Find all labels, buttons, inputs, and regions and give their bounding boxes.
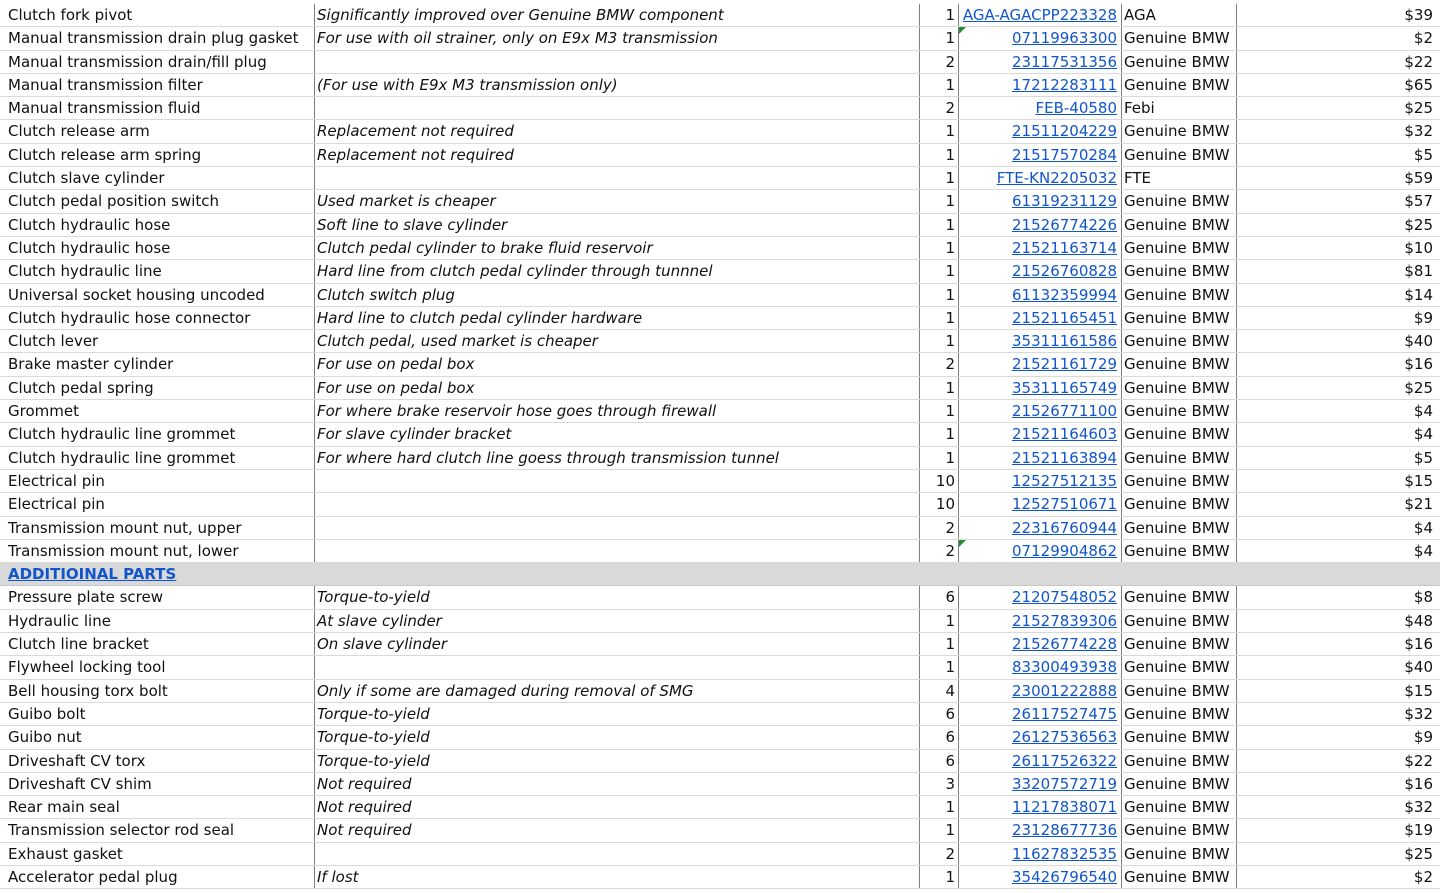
note-cell[interactable]: Soft line to slave cylinder: [317, 215, 508, 234]
table-row[interactable]: [0, 819, 1440, 842]
note-cell[interactable]: Torque-to-yield: [317, 588, 430, 607]
brand-cell[interactable]: Genuine BMW: [1124, 285, 1230, 304]
table-row[interactable]: [0, 796, 1440, 819]
table-body: [0, 4, 1440, 889]
brand-cell[interactable]: Genuine BMW: [1124, 122, 1230, 141]
note-cell[interactable]: [317, 493, 917, 515]
quantity-cell[interactable]: 1: [945, 402, 955, 421]
quantity-cell[interactable]: 2: [945, 355, 955, 374]
brand-cell[interactable]: AGA: [1124, 6, 1156, 24]
price-cell[interactable]: $14: [1404, 285, 1433, 304]
part-name-cell[interactable]: Manual transmission drain/fill plug: [8, 52, 267, 71]
part-name-cell[interactable]: Rear main seal: [8, 798, 120, 817]
quantity-cell[interactable]: 1: [945, 658, 955, 677]
brand-cell[interactable]: Genuine BMW: [1124, 541, 1230, 560]
price-cell[interactable]: $81: [1404, 262, 1433, 281]
price-cell[interactable]: $22: [1404, 52, 1433, 71]
table-row[interactable]: [0, 237, 1440, 260]
part-number-link[interactable]: 23001222888: [1012, 681, 1117, 700]
price-cell[interactable]: $9: [1413, 308, 1433, 327]
quantity-cell[interactable]: 1: [945, 6, 955, 24]
brand-cell[interactable]: Genuine BMW: [1124, 145, 1230, 164]
note-cell[interactable]: For use with oil strainer, only on E9x M3 transmission: [317, 29, 718, 48]
price-cell[interactable]: $2: [1413, 867, 1433, 886]
part-name-cell[interactable]: Clutch lever: [8, 332, 99, 351]
part-number-link[interactable]: 21527839306: [1012, 611, 1117, 630]
table-row[interactable]: [0, 447, 1440, 470]
part-number-link[interactable]: 35311161586: [1012, 332, 1117, 351]
quantity-cell[interactable]: 1: [945, 285, 955, 304]
cell-comment-indicator-icon: [959, 540, 966, 547]
part-number-link[interactable]: 21526774228: [1012, 635, 1117, 654]
part-number-link[interactable]: 35426796540: [1012, 867, 1117, 886]
note-cell[interactable]: [317, 843, 917, 865]
note-cell[interactable]: Replacement not required: [317, 145, 514, 164]
part-name-cell[interactable]: Guibo nut: [8, 728, 82, 747]
part-number-link[interactable]: FTE-KN2205032: [996, 169, 1117, 188]
brand-cell[interactable]: Genuine BMW: [1124, 402, 1230, 421]
quantity-cell[interactable]: 6: [945, 728, 955, 747]
note-cell[interactable]: [317, 470, 917, 492]
part-name-cell[interactable]: Clutch pedal spring: [8, 378, 154, 397]
price-cell[interactable]: $39: [1404, 6, 1433, 24]
part-name-cell[interactable]: Accelerator pedal plug: [8, 867, 178, 886]
part-number-link[interactable]: 83300493938: [1012, 658, 1117, 677]
price-cell[interactable]: $25: [1404, 215, 1433, 234]
price-cell[interactable]: $4: [1413, 541, 1433, 560]
note-cell[interactable]: Not required: [317, 821, 412, 840]
brand-cell[interactable]: Genuine BMW: [1124, 844, 1230, 863]
brand-cell[interactable]: Genuine BMW: [1124, 658, 1230, 677]
part-name-cell[interactable]: Clutch hydraulic hose connector: [8, 308, 251, 327]
note-cell[interactable]: At slave cylinder: [317, 611, 442, 630]
brand-cell[interactable]: Genuine BMW: [1124, 448, 1230, 467]
part-name-cell[interactable]: Transmission mount nut, lower: [8, 541, 239, 560]
price-cell[interactable]: $16: [1404, 635, 1433, 654]
part-number-link[interactable]: 07129904862: [1012, 541, 1117, 560]
part-name-cell[interactable]: Pressure plate screw: [8, 588, 163, 607]
part-number-link[interactable]: 21526760828: [1012, 262, 1117, 281]
note-cell[interactable]: [317, 51, 917, 73]
part-number-link[interactable]: 11217838071: [1012, 798, 1117, 817]
price-cell[interactable]: $16: [1404, 355, 1433, 374]
part-name-cell[interactable]: Driveshaft CV shim: [8, 774, 152, 793]
price-cell[interactable]: $59: [1404, 169, 1433, 188]
table-row[interactable]: [0, 74, 1440, 97]
table-row[interactable]: [0, 51, 1440, 74]
brand-cell[interactable]: Genuine BMW: [1124, 588, 1230, 607]
brand-cell[interactable]: Genuine BMW: [1124, 798, 1230, 817]
brand-cell[interactable]: Genuine BMW: [1124, 29, 1230, 48]
part-number-link[interactable]: 21526774226: [1012, 215, 1117, 234]
part-name-cell[interactable]: Universal socket housing uncoded: [8, 285, 265, 304]
brand-cell[interactable]: Genuine BMW: [1124, 238, 1230, 257]
part-number-link[interactable]: 21521161729: [1012, 355, 1117, 374]
part-name-cell[interactable]: Clutch release arm: [8, 122, 150, 141]
price-cell[interactable]: $57: [1404, 192, 1433, 211]
part-name-cell[interactable]: Transmission mount nut, upper: [8, 518, 242, 537]
table-row[interactable]: [0, 330, 1440, 353]
brand-cell[interactable]: FTE: [1124, 169, 1152, 188]
quantity-cell[interactable]: 2: [945, 99, 955, 118]
price-cell[interactable]: $5: [1413, 448, 1433, 467]
section-header-label[interactable]: ADDITIOINAL PARTS: [8, 565, 177, 584]
part-name-cell[interactable]: Electrical pin: [8, 471, 105, 490]
price-cell[interactable]: $15: [1404, 471, 1433, 490]
brand-cell[interactable]: Genuine BMW: [1124, 75, 1230, 94]
price-cell[interactable]: $10: [1404, 238, 1433, 257]
quantity-cell[interactable]: 1: [945, 448, 955, 467]
note-cell[interactable]: Used market is cheaper: [317, 192, 496, 211]
note-cell[interactable]: Clutch pedal cylinder to brake fluid reservoir: [317, 238, 653, 257]
part-name-cell[interactable]: Manual transmission filter: [8, 75, 203, 94]
quantity-cell[interactable]: 6: [945, 704, 955, 723]
brand-cell[interactable]: Genuine BMW: [1124, 262, 1230, 281]
quantity-cell[interactable]: 2: [945, 844, 955, 863]
part-number-link[interactable]: FEB-40580: [1035, 99, 1117, 118]
brand-cell[interactable]: Genuine BMW: [1124, 611, 1230, 630]
price-cell[interactable]: $22: [1404, 751, 1433, 770]
price-cell[interactable]: $8: [1413, 588, 1433, 607]
brand-cell[interactable]: Genuine BMW: [1124, 52, 1230, 71]
table-row[interactable]: [0, 680, 1440, 703]
table-row[interactable]: [0, 470, 1440, 493]
note-cell[interactable]: For use on pedal box: [317, 378, 475, 397]
quantity-cell[interactable]: 1: [945, 262, 955, 281]
part-number-link[interactable]: 17212283111: [1012, 75, 1117, 94]
price-cell[interactable]: $32: [1404, 122, 1433, 141]
table-row[interactable]: [0, 400, 1440, 423]
quantity-cell[interactable]: 1: [945, 238, 955, 257]
table-row[interactable]: [0, 866, 1440, 889]
brand-cell[interactable]: Febi: [1124, 99, 1155, 118]
part-name-cell[interactable]: Transmission selector rod seal: [8, 821, 235, 840]
part-number-link[interactable]: 26117527475: [1012, 704, 1117, 723]
table-row[interactable]: [0, 633, 1440, 656]
note-cell[interactable]: Hard line from clutch pedal cylinder through tunnnel: [317, 262, 713, 281]
price-cell[interactable]: $40: [1404, 332, 1433, 351]
quantity-cell[interactable]: 2: [945, 52, 955, 71]
price-cell[interactable]: $65: [1404, 75, 1433, 94]
part-name-cell[interactable]: Grommet: [8, 402, 79, 421]
brand-cell[interactable]: Genuine BMW: [1124, 215, 1230, 234]
note-cell[interactable]: Torque-to-yield: [317, 728, 430, 747]
part-number-link[interactable]: 21207548052: [1012, 588, 1117, 607]
price-cell[interactable]: $16: [1404, 774, 1433, 793]
part-name-cell[interactable]: Manual transmission drain plug gasket: [8, 29, 299, 48]
note-cell[interactable]: Clutch pedal, used market is cheaper: [317, 332, 598, 351]
table-row[interactable]: [0, 726, 1440, 749]
table-row[interactable]: [0, 656, 1440, 679]
brand-cell[interactable]: Genuine BMW: [1124, 425, 1230, 444]
brand-cell[interactable]: Genuine BMW: [1124, 774, 1230, 793]
table-row[interactable]: [0, 120, 1440, 143]
table-row[interactable]: [0, 423, 1440, 446]
part-number-link[interactable]: 61132359994: [1012, 285, 1117, 304]
part-name-cell[interactable]: Clutch hydraulic hose: [8, 238, 171, 257]
part-number-link[interactable]: 21521163894: [1012, 448, 1117, 467]
quantity-cell[interactable]: 2: [945, 541, 955, 560]
price-cell[interactable]: $48: [1404, 611, 1433, 630]
part-number-link[interactable]: 26117526322: [1012, 751, 1117, 770]
table-row[interactable]: [0, 27, 1440, 50]
table-row[interactable]: [0, 97, 1440, 120]
quantity-cell[interactable]: 1: [945, 821, 955, 840]
price-cell[interactable]: $4: [1413, 518, 1433, 537]
brand-cell[interactable]: Genuine BMW: [1124, 751, 1230, 770]
price-cell[interactable]: $32: [1404, 798, 1433, 817]
quantity-cell[interactable]: 1: [945, 169, 955, 188]
price-cell[interactable]: $21: [1404, 495, 1433, 514]
brand-cell[interactable]: Genuine BMW: [1124, 704, 1230, 723]
part-name-cell[interactable]: Clutch fork pivot: [8, 6, 133, 24]
quantity-cell[interactable]: 10: [935, 495, 955, 514]
part-number-link[interactable]: AGA-AGACPP223328: [962, 6, 1117, 24]
table-row[interactable]: [0, 773, 1440, 796]
note-cell[interactable]: If lost: [317, 867, 359, 886]
part-number-link[interactable]: 21521165451: [1012, 308, 1117, 327]
note-cell[interactable]: Significantly improved over Genuine BMW component: [317, 6, 724, 24]
note-cell[interactable]: Hard line to clutch pedal cylinder hardware: [317, 308, 643, 327]
price-cell[interactable]: $9: [1413, 728, 1433, 747]
brand-cell[interactable]: Genuine BMW: [1124, 355, 1230, 374]
quantity-cell[interactable]: 1: [945, 215, 955, 234]
table-row[interactable]: [0, 843, 1440, 866]
part-name-cell[interactable]: Flywheel locking tool: [8, 658, 166, 677]
quantity-cell[interactable]: 6: [945, 588, 955, 607]
table-row[interactable]: [0, 190, 1440, 213]
table-row[interactable]: [0, 307, 1440, 330]
quantity-cell[interactable]: 1: [945, 867, 955, 886]
table-row[interactable]: [0, 167, 1440, 190]
part-name-cell[interactable]: Clutch hydraulic line grommet: [8, 448, 236, 467]
brand-cell[interactable]: Genuine BMW: [1124, 867, 1230, 886]
brand-cell[interactable]: Genuine BMW: [1124, 332, 1230, 351]
note-cell[interactable]: For use on pedal box: [317, 355, 475, 374]
part-name-cell[interactable]: Clutch slave cylinder: [8, 169, 165, 188]
note-cell[interactable]: [317, 517, 917, 539]
part-number-link[interactable]: 61319231129: [1012, 192, 1117, 211]
table-row[interactable]: [0, 610, 1440, 633]
part-name-cell[interactable]: Clutch line bracket: [8, 635, 149, 654]
quantity-cell[interactable]: 10: [935, 471, 955, 490]
price-cell[interactable]: $5: [1413, 145, 1433, 164]
price-cell[interactable]: $4: [1413, 402, 1433, 421]
part-name-cell[interactable]: Guibo bolt: [8, 704, 86, 723]
table-row[interactable]: [0, 144, 1440, 167]
quantity-cell[interactable]: 3: [945, 774, 955, 793]
brand-cell[interactable]: Genuine BMW: [1124, 192, 1230, 211]
price-cell[interactable]: $15: [1404, 681, 1433, 700]
part-name-cell[interactable]: Clutch release arm spring: [8, 145, 202, 164]
table-row[interactable]: [0, 284, 1440, 307]
part-number-link[interactable]: 12527512135: [1012, 471, 1117, 490]
price-cell[interactable]: $19: [1404, 821, 1433, 840]
note-cell[interactable]: [317, 167, 917, 189]
quantity-cell[interactable]: 1: [945, 425, 955, 444]
quantity-cell[interactable]: 1: [945, 378, 955, 397]
quantity-cell[interactable]: 1: [945, 798, 955, 817]
table-row[interactable]: [0, 703, 1440, 726]
part-name-cell[interactable]: Manual transmission fluid: [8, 99, 201, 118]
brand-cell[interactable]: Genuine BMW: [1124, 728, 1230, 747]
note-cell[interactable]: For where brake reservoir hose goes through firewall: [317, 402, 717, 421]
part-name-cell[interactable]: Clutch hydraulic hose: [8, 215, 171, 234]
brand-cell[interactable]: Genuine BMW: [1124, 518, 1230, 537]
part-number-link[interactable]: 11627832535: [1012, 844, 1117, 863]
price-cell[interactable]: $25: [1404, 844, 1433, 863]
part-number-link[interactable]: 21517570284: [1012, 145, 1117, 164]
part-name-cell[interactable]: Brake master cylinder: [8, 355, 174, 374]
price-cell[interactable]: $2: [1413, 29, 1433, 48]
part-number-link[interactable]: 33207572719: [1012, 774, 1117, 793]
quantity-cell[interactable]: 4: [945, 681, 955, 700]
brand-cell[interactable]: Genuine BMW: [1124, 635, 1230, 654]
quantity-cell[interactable]: 1: [945, 29, 955, 48]
part-name-cell[interactable]: Clutch hydraulic line: [8, 262, 162, 281]
note-cell[interactable]: [317, 540, 917, 562]
part-number-link[interactable]: 35311165749: [1012, 378, 1117, 397]
part-number-link[interactable]: 22316760944: [1012, 518, 1117, 537]
table-row[interactable]: [0, 750, 1440, 773]
part-number-link[interactable]: 21521164603: [1012, 425, 1117, 444]
table-row[interactable]: [0, 517, 1440, 540]
note-cell[interactable]: [317, 656, 917, 678]
brand-cell[interactable]: Genuine BMW: [1124, 495, 1230, 514]
part-number-link[interactable]: 26127536563: [1012, 728, 1117, 747]
brand-cell[interactable]: Genuine BMW: [1124, 378, 1230, 397]
part-number-link[interactable]: 23117531356: [1012, 52, 1117, 71]
part-number-link[interactable]: 07119963300: [1012, 29, 1117, 48]
spreadsheet-grid: [0, 4, 1440, 889]
note-cell[interactable]: Only if some are damaged during removal of SMG: [317, 681, 694, 700]
price-cell[interactable]: $32: [1404, 704, 1433, 723]
note-cell[interactable]: (For use with E9x M3 transmission only): [317, 75, 618, 94]
quantity-cell[interactable]: 1: [945, 192, 955, 211]
note-cell[interactable]: Torque-to-yield: [317, 704, 430, 723]
part-name-cell[interactable]: Clutch pedal position switch: [8, 192, 220, 211]
table-row[interactable]: [0, 353, 1440, 376]
quantity-cell[interactable]: 1: [945, 145, 955, 164]
note-cell[interactable]: Not required: [317, 774, 412, 793]
part-number-link[interactable]: 21511204229: [1012, 122, 1117, 141]
note-cell[interactable]: On slave cylinder: [317, 635, 448, 654]
brand-cell[interactable]: Genuine BMW: [1124, 308, 1230, 327]
price-cell[interactable]: $4: [1413, 425, 1433, 444]
note-cell[interactable]: [317, 97, 917, 119]
section-header-row[interactable]: [0, 563, 1440, 586]
brand-cell[interactable]: Genuine BMW: [1124, 471, 1230, 490]
price-cell[interactable]: $25: [1404, 378, 1433, 397]
cell-comment-indicator-icon: [959, 27, 966, 34]
price-cell[interactable]: $25: [1404, 99, 1433, 118]
note-cell[interactable]: Torque-to-yield: [317, 751, 430, 770]
table-row[interactable]: [0, 260, 1440, 283]
quantity-cell[interactable]: 1: [945, 332, 955, 351]
table-row[interactable]: [0, 214, 1440, 237]
quantity-cell[interactable]: 1: [945, 75, 955, 94]
table-row[interactable]: [0, 4, 1440, 27]
part-name-cell[interactable]: Clutch hydraulic line grommet: [8, 425, 236, 444]
note-cell[interactable]: Clutch switch plug: [317, 285, 455, 304]
quantity-cell[interactable]: 1: [945, 611, 955, 630]
quantity-cell[interactable]: 2: [945, 518, 955, 537]
brand-cell[interactable]: Genuine BMW: [1124, 681, 1230, 700]
part-name-cell[interactable]: Electrical pin: [8, 495, 105, 514]
part-number-link[interactable]: 12527510671: [1012, 495, 1117, 514]
part-name-cell[interactable]: Hydraulic line: [8, 611, 111, 630]
table-row[interactable]: [0, 377, 1440, 400]
table-row[interactable]: [0, 540, 1440, 563]
note-cell[interactable]: For where hard clutch line goess through transmission tunnel: [317, 448, 779, 467]
quantity-cell[interactable]: 1: [945, 308, 955, 327]
quantity-cell[interactable]: 1: [945, 635, 955, 654]
table-row[interactable]: [0, 493, 1440, 516]
part-name-cell[interactable]: Bell housing torx bolt: [8, 681, 168, 700]
note-cell[interactable]: Replacement not required: [317, 122, 514, 141]
table-row[interactable]: [0, 586, 1440, 609]
part-name-cell[interactable]: Driveshaft CV torx: [8, 751, 146, 770]
brand-cell[interactable]: Genuine BMW: [1124, 821, 1230, 840]
part-number-link[interactable]: 21521163714: [1012, 238, 1117, 257]
quantity-cell[interactable]: 6: [945, 751, 955, 770]
note-cell[interactable]: For slave cylinder bracket: [317, 425, 512, 444]
part-number-link[interactable]: 23128677736: [1012, 821, 1117, 840]
note-cell[interactable]: Not required: [317, 798, 412, 817]
price-cell[interactable]: $40: [1404, 658, 1433, 677]
quantity-cell[interactable]: 1: [945, 122, 955, 141]
part-name-cell[interactable]: Exhaust gasket: [8, 844, 123, 863]
part-number-link[interactable]: 21526771100: [1012, 402, 1117, 421]
